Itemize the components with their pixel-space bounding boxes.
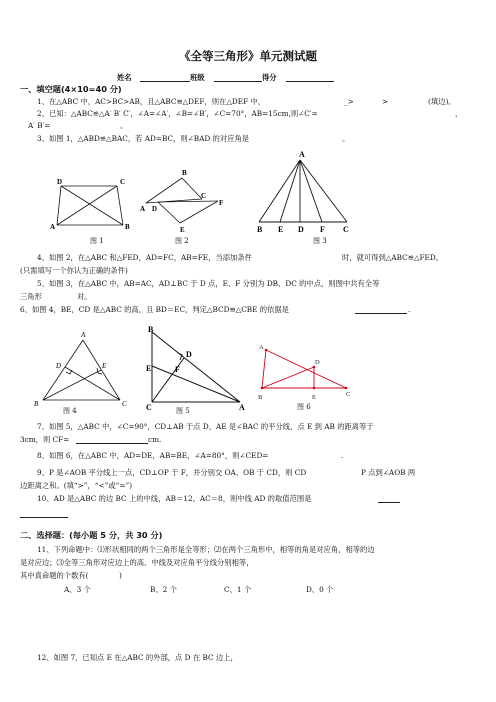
q11-option-d[interactable]: D、0 个 xyxy=(306,585,334,594)
score-label: 得分 xyxy=(262,73,277,82)
fig5-caption: 图 5 xyxy=(176,407,190,415)
fig2-label-c: C xyxy=(201,192,207,200)
fig4-label-b: B xyxy=(34,400,39,408)
q2-text: 2、已知：△ABC≌△A′ B′ C′，∠A=∠A′，∠B=∠B′，∠C=70°，AB=15cm,则∠C′= xyxy=(37,109,318,118)
q1-note: (填边)。 xyxy=(428,97,456,106)
figure-6 xyxy=(258,340,353,405)
fig1-label-c: C xyxy=(120,178,126,186)
fig3-label-b: B xyxy=(257,225,263,234)
q8-text: 8、如图 6，在△ABC 中，AD=DE，AB=BE，∠A=80°，则∠CED= xyxy=(37,451,269,460)
class-label: 班级 xyxy=(190,73,205,82)
q5-text-cont: 三角形 xyxy=(20,292,42,301)
fig3-label-f: F xyxy=(320,225,325,234)
name-blank[interactable] xyxy=(140,81,190,82)
fig6-label-c: C xyxy=(346,391,351,398)
fig1-caption: 图 1 xyxy=(90,237,104,245)
fig3-label-a: A xyxy=(299,150,305,159)
q3-text: 3、如图 1，△ABD≌△BAC，若 AD=BC，则∠BAD 的对应角是 xyxy=(37,134,250,143)
fig1-label-a: A xyxy=(50,223,56,231)
q2-end: 。 xyxy=(120,121,128,130)
q1-gt2: > xyxy=(382,97,389,106)
q6-text: 6、如图 4，BE，CD 是△ABC 的高，且 BD＝EC，判定△BCD≌△CBE 的依据是 xyxy=(20,305,289,314)
q11-paren-close: ) xyxy=(119,571,122,580)
fig5-label-a: A xyxy=(239,403,245,412)
figure-4 xyxy=(34,330,128,410)
q11-option-b[interactable]: B、2 个 xyxy=(150,585,177,594)
q11-text-cont: 是对应边；⑶全等三角形对应边上的高、中线及对应角平分线分别相等， xyxy=(20,558,254,567)
q4-note: (只需填写一个你认为正确的条件) xyxy=(20,266,128,275)
fig3-label-d: D xyxy=(298,225,304,234)
q5-text: 5、如图 3，在△ABC 中，AB=AC，AD⊥BC 于 D 点，E、F 分别为 DB、DC 的中点，则图中共有全等 xyxy=(37,279,380,288)
fig2-caption: 图 2 xyxy=(175,237,189,245)
q7-unit: cm. xyxy=(148,435,162,444)
q11-text: 11、下列命题中：⑴形状相同的两个三角形是全等形；⑵在两个三角形中，相等的角是对应角，相等的边 xyxy=(37,545,375,554)
section-choice-heading: 二、选择题：(每小题 5 分，共 30 分) xyxy=(20,530,163,540)
q6-answer-blank[interactable] xyxy=(355,313,407,314)
q2-text-cont: A′ B′= xyxy=(28,121,51,130)
q4-text: 4、如图 2，在△ABC 和△FED，AD=FC，AB=FE，当添加条件 xyxy=(37,253,252,262)
fig6-label-b: B xyxy=(258,394,263,401)
fig4-label-a: A xyxy=(81,331,86,339)
fig5-label-b: B xyxy=(148,325,154,334)
q7-text: 7、如图 5，△ABC 中，∠C=90°，CD⊥AB 于点 D，AE 是∠BAC 的平分线，点 E 到 AB 的距离等于 xyxy=(37,422,374,431)
fig5-label-d: D xyxy=(186,350,192,359)
fig6-label-a: A xyxy=(259,344,264,351)
fig2-label-d: D xyxy=(152,205,158,213)
name-label: 姓名 xyxy=(117,73,132,82)
q12-text: 12、如图 7，已知点 E 在△ABC 的外部，点 D 在 BC 边上， xyxy=(37,653,238,662)
q1-gt1: _> xyxy=(344,97,354,106)
q1-text: 1、在△ABC 中，AC>BC>AB，且△ABC≌△DEF，则在△DEF 中， xyxy=(37,97,266,106)
fig3-label-e: E xyxy=(278,225,284,234)
fig5-label-e: E xyxy=(146,364,152,373)
class-blank[interactable] xyxy=(214,81,262,82)
q10-answer-blank-cont[interactable] xyxy=(20,517,68,518)
fig2-label-b: B xyxy=(182,169,187,177)
figure-1 xyxy=(50,178,130,231)
fig3-label-c: C xyxy=(343,225,349,234)
q2-comma: ， xyxy=(455,109,463,118)
section-fill-blank-heading: 一、填空题(4×10=40 分) xyxy=(20,84,122,94)
figure-3 xyxy=(255,150,350,235)
fig2-label-a: A xyxy=(140,205,146,213)
q9-text-mid: P 点到∠AOB 两 xyxy=(361,468,416,477)
fig4-label-d: D xyxy=(56,362,62,370)
q3-end: 。 xyxy=(342,134,350,143)
fig1-label-b: B xyxy=(125,223,130,231)
q10-text: 10、AD 是△ABC 的边 BC 上的中线，AB＝12，AC＝8，则中线 AD 的取值范围是 xyxy=(37,494,312,503)
q4-text-cont: 时，就可得到△ABC≌△FED。 xyxy=(342,253,444,262)
q7-text-cont: 3cm，则 CF= xyxy=(20,435,70,444)
fig1-label-d: D xyxy=(57,178,63,186)
q8-end: . xyxy=(341,451,344,460)
q9-text: 9、P 是∠AOB 平分线上一点，CD⊥OP 于 F，并分别交 OA、OB 于 CD，则 CD xyxy=(37,468,307,477)
fig2-label-f: F xyxy=(219,199,224,207)
q7-answer-blank[interactable] xyxy=(76,443,148,444)
fig4-caption: 图 4 xyxy=(63,407,77,415)
q10-answer-blank[interactable] xyxy=(378,502,400,503)
score-blank[interactable] xyxy=(286,81,334,82)
fig5-label-c: C xyxy=(146,403,152,412)
q5-end: 对。 xyxy=(77,292,92,301)
page-title: 《全等三角形》单元测试题 xyxy=(179,49,317,63)
q11-question: 其中真命题的个数有( xyxy=(20,571,89,580)
fig3-caption: 图 3 xyxy=(313,237,327,245)
fig6-label-d: D xyxy=(315,359,320,366)
fig2-label-e: E xyxy=(180,226,185,234)
q11-option-a[interactable]: A、3 个 xyxy=(64,585,91,594)
q6-end: . xyxy=(408,305,411,314)
fig4-label-e: E xyxy=(102,362,107,370)
q11-option-c[interactable]: C、1 个 xyxy=(224,585,252,594)
figure-2 xyxy=(140,168,230,233)
fig5-label-f: F xyxy=(175,365,180,374)
fig6-label-e: E xyxy=(312,394,316,401)
fig4-label-c: C xyxy=(122,400,127,408)
fig6-caption: 图 6 xyxy=(297,403,311,411)
q9-note: 边距离之和。(填“>”，“<”或“=”) xyxy=(20,481,133,490)
